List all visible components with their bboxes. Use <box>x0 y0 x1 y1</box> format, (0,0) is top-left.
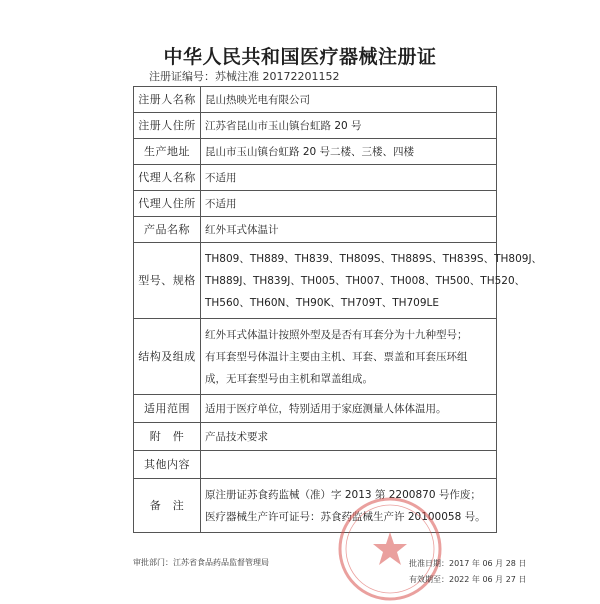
row-agent-address <box>134 191 497 217</box>
value-models <box>201 243 543 319</box>
value-product-name: 红外耳式体温计 <box>201 217 497 243</box>
models-line: TH809、TH889、TH839、TH809S、TH889S、TH839S、TH809J、 <box>205 252 543 265</box>
remarks-line: 医疗器械生产许可证号：苏食药监械生产许 20100058 号。 <box>205 510 486 523</box>
label-other: 其他内容 <box>134 451 201 479</box>
structure-line: 红外耳式体温计按照外型及是否有耳套分为十九种型号； <box>205 328 468 341</box>
remarks-line: 原注册证苏食药监械（准）字 2013 第 2200870 号作废； <box>205 488 481 501</box>
label-agent-address: 代理人住所 <box>134 191 201 217</box>
value-registrant-address: 江苏省昆山市玉山镇台虹路 20 号 <box>201 113 497 139</box>
row-registrant-address <box>134 113 497 139</box>
value-agent-name: 不适用 <box>201 165 497 191</box>
row-registrant-name <box>134 87 497 113</box>
models-line: TH889J、TH839J、TH005、TH007、TH008、TH500、TH520、 <box>205 274 526 287</box>
value-remarks <box>201 479 497 533</box>
label-attachment: 附 件 <box>134 423 201 451</box>
value-structure <box>201 319 497 395</box>
value-registrant-name: 昆山热映光电有限公司 <box>201 87 497 113</box>
certificate-title: 中华人民共和国医疗器械注册证 <box>163 46 437 68</box>
approval-department: 审批部门：江苏省食品药品监督管理局 <box>133 558 269 567</box>
label-agent-name: 代理人名称 <box>134 165 201 191</box>
row-product-name <box>134 217 497 243</box>
structure-line: 有耳套型号体温计主要由主机、耳套、票盖和耳套压环组 <box>205 350 468 363</box>
label-registrant-address: 注册人住所 <box>134 113 201 139</box>
label-structure: 结构及组成 <box>134 319 201 395</box>
label-scope: 适用范围 <box>134 395 201 423</box>
value-attachment: 产品技术要求 <box>201 423 497 451</box>
value-scope: 适用于医疗单位，特别适用于家庭测量人体体温用。 <box>201 395 497 423</box>
row-structure <box>134 319 497 395</box>
structure-line: 成，无耳套型号由主机和罩盖组成。 <box>205 372 373 385</box>
row-scope <box>134 395 497 423</box>
value-agent-address: 不适用 <box>201 191 497 217</box>
label-models: 型号、规格 <box>134 243 201 319</box>
registration-number: 注册证编号：苏械注准 20172201152 <box>149 70 340 83</box>
row-remarks <box>134 479 497 533</box>
row-other <box>134 451 497 479</box>
label-remarks: 备 注 <box>134 479 201 533</box>
label-production-address: 生产地址 <box>134 139 201 165</box>
value-other <box>201 451 497 479</box>
label-registrant-name: 注册人名称 <box>134 87 201 113</box>
label-product-name: 产品名称 <box>134 217 201 243</box>
valid-until-date: 有效期至：2022 年 06 月 27 日 <box>409 575 527 584</box>
approval-date: 批准日期：2017 年 06 月 28 日 <box>409 559 527 568</box>
row-models <box>134 243 497 319</box>
row-attachment <box>134 423 497 451</box>
value-production-address: 昆山市玉山镇台虹路 20 号二楼、三楼、四楼 <box>201 139 497 165</box>
row-agent-name <box>134 165 497 191</box>
certificate-table <box>133 86 543 533</box>
row-production-address <box>134 139 497 165</box>
models-line: TH560、TH60N、TH90K、TH709T、TH709LE <box>205 296 440 309</box>
